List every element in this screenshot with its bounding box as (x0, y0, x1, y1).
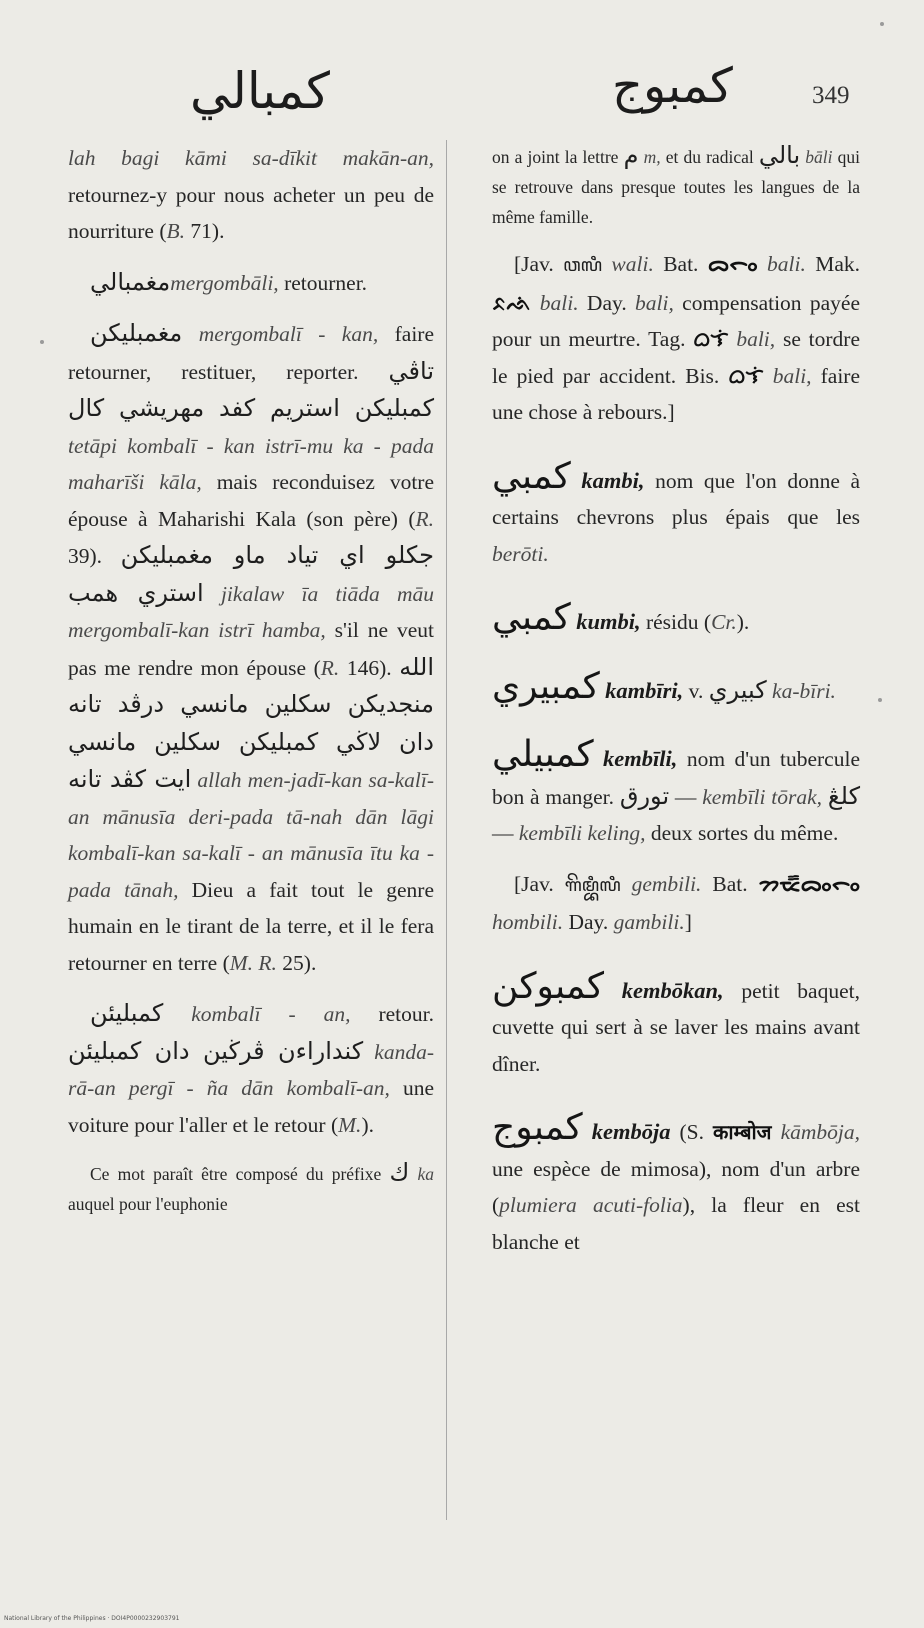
malay-example: kembīli tōrak, (702, 784, 823, 809)
arabic-headword: كمبوج (492, 1107, 583, 1148)
romanized-headword: kembōkan, (621, 977, 724, 1003)
cognate-word: bali. (539, 290, 579, 315)
arabic-radical: بالي (758, 141, 801, 169)
makassar-script: ᨅᨒᨗ (492, 290, 532, 315)
sanskrit-word: kāmbōja, (780, 1120, 860, 1144)
gloss: — (492, 821, 519, 845)
romanized-headword: kambīri, (605, 677, 684, 703)
entry-kombalian (68, 995, 434, 1143)
right-column (492, 140, 860, 1260)
arabic-headword: كمبي (492, 597, 571, 638)
arabic-letter: م (623, 141, 639, 169)
malay-example: jikalaw īa tiāda māu mergombalī-kan istrī hamba, (68, 581, 435, 642)
entry-kemboja (492, 1107, 861, 1260)
cognate-text: compensation payée pour un meurtre. Tag. (492, 290, 860, 351)
malay-example: lah bagi kāmi sa-dīkit makān-an, (68, 146, 434, 170)
gloss: une voiture pour l'aller et le retour ( (68, 1076, 434, 1137)
gloss: ), la fleur en est blanche et (492, 1193, 861, 1254)
javanese-script: ꦒꦼꦩ꧀ꦧꦶꦭꦶ (564, 874, 621, 896)
javanese-script: ꦮꦭꦶ (563, 255, 603, 276)
cognate-text: se tordre le pied par accident. Bis. (492, 327, 860, 388)
etymology-note (68, 1157, 434, 1219)
cognate-text: faire une chose à rebours.] (492, 363, 860, 424)
gloss: 146). (339, 655, 400, 680)
page-number: 349 (812, 82, 850, 109)
entry-mergombali (68, 264, 434, 302)
arabic-example: كنداراءن ڤرڬين دان كمبليئن (68, 1036, 364, 1065)
gloss: nom d'un tubercule bon à manger. (492, 747, 860, 809)
note-text: Ce mot paraît être composé du préfixe (90, 1164, 390, 1184)
arabic-example: الله منجديكن سكلين مانسي درڤد تانه دان لاڬي كمبليكن سكلين مانسي ايت كڤد تانه (68, 652, 434, 793)
entry-continuation (68, 140, 434, 250)
gloss: une espèce de mimosa), nom d'un arbre ( (492, 1156, 860, 1217)
gloss: résidu ( (640, 610, 712, 634)
entry-kembili (492, 734, 861, 852)
cross-word: berōti. (492, 541, 549, 566)
romanized-headword: kumbi, (576, 609, 641, 634)
gloss: ). (361, 1112, 374, 1137)
arabic-headword: كمبيري (492, 665, 600, 707)
gloss: (S. (670, 1120, 714, 1144)
gloss: retour. (350, 1002, 435, 1026)
entry-kambiri (492, 665, 860, 710)
tagalog-script: ᜊᜎᜒ (693, 327, 729, 351)
romanized-radical: bāli (805, 147, 833, 167)
devanagari-script: काम्बोज (713, 1120, 772, 1144)
gloss: 25). (276, 950, 317, 975)
romanized-letter: m, (643, 147, 661, 167)
note-text: auquel pour l'euphonie (68, 1194, 228, 1214)
source-ref: M. (338, 1112, 362, 1137)
scan-footer: National Library of the Philippines · DOI4P0000232903791 (4, 1615, 180, 1622)
batak-script: ᯂᯔ᯦ᯱᯅᯪᯞᯪ (758, 871, 860, 896)
cognate-word: gembili. (631, 871, 702, 896)
malay-example: tetāpi kombalī - kan istrī-mu ka - pada maharīši kāla, (68, 433, 434, 494)
cross-ref: ka-bīri. (772, 678, 836, 703)
gloss: petit baquet, cuvette qui sert à se laver les mains avant dîner. (492, 978, 860, 1076)
source-ref: B. (166, 219, 186, 243)
cognate-word: bali, (772, 363, 812, 388)
gloss: s'il ne veut pas me rendre mon épouse ( (68, 618, 435, 680)
cognate-word: bali, (635, 290, 674, 315)
cognate-text: Day. (578, 290, 636, 315)
cognate-text: ] (684, 910, 692, 934)
cognate-text: Mak. (805, 252, 860, 276)
entry-kumbi (492, 597, 860, 641)
arabic-example: تاڤي كمبليكن استريم كفد مهريشي كال (68, 356, 434, 422)
source-ref: R. (415, 506, 434, 531)
gloss: 71). (185, 219, 225, 243)
romanized-headword: kambi, (581, 467, 645, 493)
arabic-headword: مغمبليكن (90, 319, 183, 347)
source-ref: R. (320, 655, 340, 680)
cognate-text: [Jav. (514, 871, 565, 896)
gloss: ). (736, 610, 750, 634)
scan-speck (878, 698, 882, 702)
cognate-word: bali. (767, 252, 806, 276)
malay-example: kanda-rā-an pergī - ña dān kombalī-an, (68, 1039, 434, 1100)
note-text: qui se retrouve dans presque toutes les langues de la même famille. (492, 147, 861, 227)
romanized-headword: mergombalī - kan, (198, 322, 379, 346)
gloss: deux sortes du même. (645, 821, 839, 845)
left-column (68, 140, 434, 1219)
entry-kambi (492, 455, 861, 573)
gloss: retourner. (278, 270, 368, 295)
romanized-headword: mergombāli, (170, 270, 279, 295)
entry-mergombalikan (68, 315, 434, 981)
etymology-note-continued (492, 140, 860, 232)
arabic-cross-ref: كبيري (708, 675, 767, 704)
source-ref: M. R. (229, 950, 277, 975)
arabic-headword: كمبليئن (90, 999, 164, 1027)
batak-script: ᯅᯞᯪ (707, 252, 758, 276)
column-divider (446, 140, 447, 1520)
romanized-headword: kombalī - an, (191, 1002, 351, 1026)
source-ref: Cr. (711, 610, 737, 634)
gloss: 39). (68, 544, 121, 568)
malay-example: allah men-jadī-kan sa-kalī-an mānusīa deri-pada tā-nah dān lāgi kombalī-kan sa-kalī - an mānusīa ītu ka - pada tānah, (68, 768, 435, 902)
gloss: Dieu a fait tout le genre humain en le tirant de la terre, et il le fera retourner en terre ( (68, 877, 434, 975)
scan-speck (880, 22, 884, 26)
cognates-gembili (492, 866, 860, 941)
gloss: — (669, 784, 703, 809)
cognates-bali (492, 246, 860, 431)
cognate-word: hombili. (492, 910, 564, 934)
gloss: mais reconduisez votre épouse à Maharishi Kala (son père) ( (68, 470, 434, 531)
arabic-headword: كمبوكن (492, 965, 604, 1007)
gloss: nom que l'on donne à certains chevrons plus épais que les (492, 468, 861, 529)
gloss: retournez-y pour nous acheter un peu de nourriture ( (68, 182, 434, 243)
malay-example: kembīli keling, (518, 821, 646, 845)
arabic-headword: مغمبالي (90, 267, 171, 296)
right-header-arabic: كمبوج (612, 58, 733, 114)
cognate-text: Day. (563, 910, 614, 934)
arabic-headword: كمبيلي (492, 734, 594, 775)
entry-kembokan (492, 965, 860, 1083)
romanized-headword: kembīli, (603, 746, 678, 771)
arabic-example: تورق (619, 781, 670, 810)
gloss: faire retourner, restituer, reporter. (68, 322, 434, 384)
note-text: et du radical (660, 147, 759, 167)
cognate-word: wali. (611, 252, 654, 276)
arabic-letter: ك (389, 1158, 410, 1186)
arabic-example: جكلو اي تياد ماو مغمبليكن استري همب (68, 541, 435, 607)
note-text: on a joint la lettre (492, 147, 624, 167)
cognate-word: bali, (736, 327, 776, 351)
gloss: v. (683, 678, 709, 703)
bisaya-script: ᜊᜎᜒ (728, 363, 764, 388)
left-header-arabic: كمبالي (190, 62, 330, 120)
arabic-headword: كمبي (492, 455, 571, 497)
scan-speck (40, 340, 44, 344)
botanical-name: plumiera acuti-folia (499, 1193, 683, 1217)
cognate-text: Bat. (653, 252, 708, 276)
cognate-text: Bat. (701, 871, 759, 896)
cognate-word: gambili. (613, 910, 685, 934)
romanized-letter: ka (417, 1164, 435, 1184)
arabic-example: كلڠ (827, 781, 861, 810)
cognate-text: [Jav. (514, 252, 564, 276)
romanized-headword: kembōja (591, 1119, 671, 1144)
